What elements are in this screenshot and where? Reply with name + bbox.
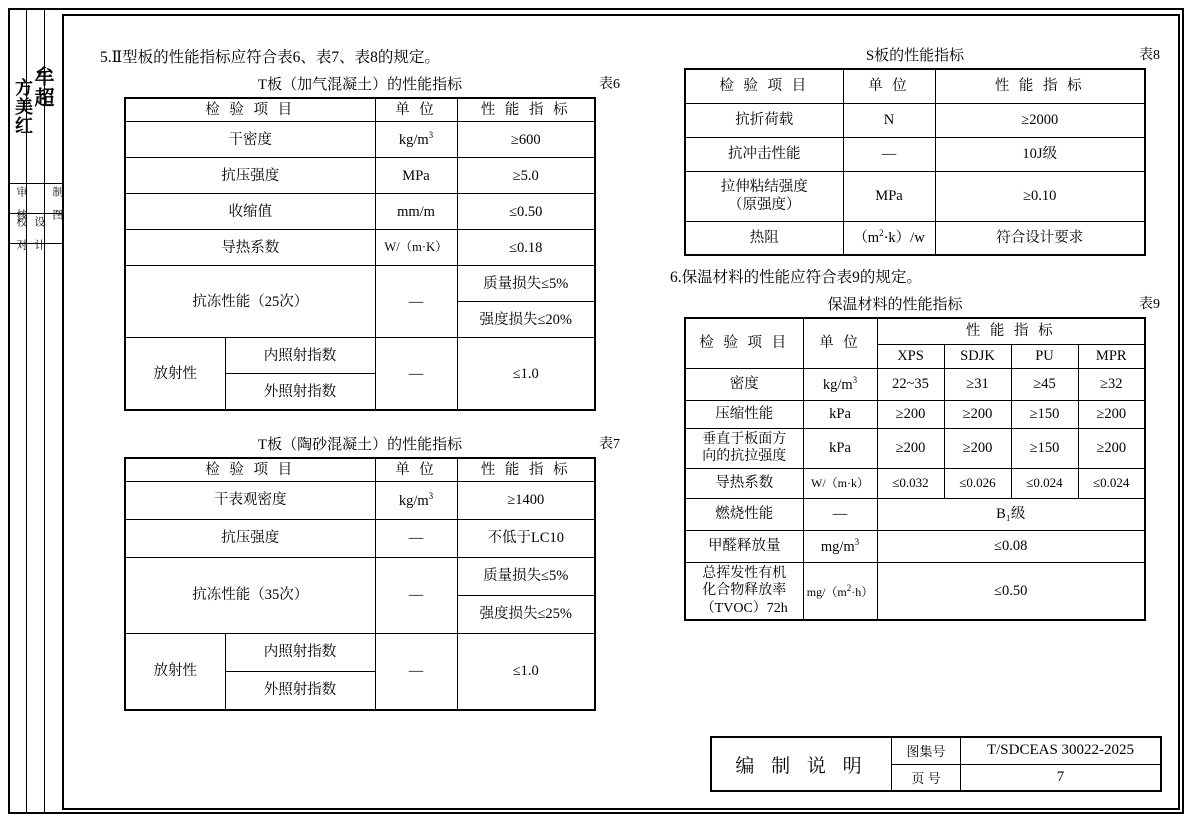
table8-unit-2: MPa: [843, 171, 935, 221]
table7-sub-3b: 外照射指数: [225, 672, 375, 710]
table7: [124, 457, 596, 711]
table-row: [125, 230, 595, 266]
stamp-cell-jiaodui: 校 对: [15, 216, 27, 250]
table-row: [685, 468, 1145, 498]
table9-unit-2: kPa: [803, 428, 877, 468]
atlas-number-row: [892, 738, 1160, 765]
table-row: [685, 171, 1145, 221]
table9-val-1-1: ≥200: [944, 400, 1011, 428]
table7-unit-3: —: [375, 634, 457, 710]
title-block-right: [892, 738, 1160, 790]
table6-unit-0: $kg/m^3$: [375, 122, 457, 158]
table7-value-2b: 强度损失≤25%: [457, 596, 595, 634]
table6: [124, 97, 596, 411]
table9-val-3-2: ≤0.024: [1011, 468, 1078, 498]
table8-number: 表8: [1139, 48, 1160, 63]
table6-item-2: 收缩值: [125, 194, 375, 230]
table6-value-4a: 质量损失≤5%: [457, 266, 595, 302]
table6-unit-5: —: [375, 338, 457, 410]
table9-val-0-2: ≥45: [1011, 368, 1078, 400]
table9-unit-4: —: [803, 498, 877, 530]
page-number-label: 页 号: [892, 765, 961, 791]
table6-head-value: 性 能 指 标: [457, 98, 595, 122]
table-row: [685, 428, 1145, 468]
table6-value-3: ≤0.18: [457, 230, 595, 266]
table8-title: S板的性能指标: [865, 48, 965, 64]
table8-value-1: 10J级: [935, 137, 1145, 171]
table6-header: [100, 73, 620, 95]
table9-subhead-2: PU: [1011, 344, 1078, 368]
table8-item-3: 热阻: [685, 221, 843, 255]
table8-head-value: 性 能 指 标: [935, 69, 1145, 103]
table7-unit-1: —: [375, 520, 457, 558]
table-row: [125, 558, 595, 596]
table9-val-1-3: ≥200: [1078, 400, 1145, 428]
table9-val-0-0: 22~35: [877, 368, 944, 400]
table6-sub-5a: 内照射指数: [225, 338, 375, 374]
table9-unit-1: kPa: [803, 400, 877, 428]
table8: [684, 68, 1146, 256]
table9-head-unit: 单 位: [803, 318, 877, 368]
table6-value-4b: 强度损失≤20%: [457, 302, 595, 338]
table7-item-3: 放射性: [125, 634, 225, 710]
table9-val-2-2: ≥150: [1011, 428, 1078, 468]
table-row: [685, 368, 1145, 400]
table-row: [125, 122, 595, 158]
table-row: [125, 98, 595, 122]
table-row: [125, 158, 595, 194]
table-row: [685, 137, 1145, 171]
table7-unit-0: $kg/m^3$: [375, 482, 457, 520]
table6-item-5: 放射性: [125, 338, 225, 410]
atlas-number-label: 图集号: [892, 738, 961, 764]
table8-value-3: 符合设计要求: [935, 221, 1145, 255]
table7-head-item: 检 验 项 目: [125, 458, 375, 482]
left-stamp-strip: [8, 8, 64, 814]
table7-header: [100, 433, 620, 455]
table8-item-2: 拉伸粘结强度 （原强度）: [685, 171, 843, 221]
table-row: [685, 318, 1145, 344]
table9-val-3-0: ≤0.032: [877, 468, 944, 498]
table-row: [685, 103, 1145, 137]
table9: [684, 317, 1146, 621]
table-row: [125, 458, 595, 482]
table7-value-1: 不低于LC10: [457, 520, 595, 558]
table9-item-4: 燃烧性能: [685, 498, 803, 530]
table9-subhead-0: XPS: [877, 344, 944, 368]
signature-1: 牟超: [31, 66, 53, 108]
table6-unit-4: —: [375, 266, 457, 338]
table9-val-0-1: ≥31: [944, 368, 1011, 400]
table-row: [125, 634, 595, 672]
table9-val-4: B₁级: [877, 498, 1145, 530]
table8-head-unit: 单 位: [843, 69, 935, 103]
table6-unit-2: mm/m: [375, 194, 457, 230]
table9-subhead-3: MPR: [1078, 344, 1145, 368]
table6-value-5: ≤1.0: [457, 338, 595, 410]
table9-val-2-1: ≥200: [944, 428, 1011, 468]
table8-unit-3: $(m^2\cdot k)/w$: [843, 221, 935, 255]
table9-item-0: 密度: [685, 368, 803, 400]
table9-item-1: 压缩性能: [685, 400, 803, 428]
table7-head-value: 性 能 指 标: [457, 458, 595, 482]
table9-head-item: 检 验 项 目: [685, 318, 803, 368]
table9-val-5: ≤0.08: [877, 530, 1145, 562]
table7-value-0: ≥1400: [457, 482, 595, 520]
table7-value-3: ≤1.0: [457, 634, 595, 710]
table8-value-2: ≥0.10: [935, 171, 1145, 221]
table7-title: T板（陶砂混凝土）的性能指标: [257, 436, 463, 453]
page-number-value: 7: [1056, 768, 1065, 785]
table8-head-item: 检 验 项 目: [685, 69, 843, 103]
table-row: [125, 266, 595, 302]
table8-value-0: ≥2000: [935, 103, 1145, 137]
drawing-name: 编 制 说 明: [712, 738, 892, 790]
table6-value-0: ≥600: [457, 122, 595, 158]
table7-value-2a: 质量损失≤5%: [457, 558, 595, 596]
table8-header: [670, 44, 1160, 66]
table6-unit-1: MPa: [375, 158, 457, 194]
table7-number: 表7: [599, 436, 620, 452]
table7-item-1: 抗压强度: [125, 520, 375, 558]
stamp-cell-shenhe: 审 核: [15, 186, 27, 220]
table9-item-5: 甲醛释放量: [685, 530, 803, 562]
table-row: [125, 520, 595, 558]
table9-subhead-1: SDJK: [944, 344, 1011, 368]
left-column: [100, 46, 620, 711]
table-row: [685, 498, 1145, 530]
table6-number: 表6: [599, 77, 620, 93]
table6-item-3: 导热系数: [125, 230, 375, 266]
title-block: [710, 736, 1162, 792]
table-row: [125, 338, 595, 374]
table6-title: T板（加气混凝土）的性能指标: [257, 77, 463, 94]
table6-value-1: ≥5.0: [457, 158, 595, 194]
table9-val-1-0: ≥200: [877, 400, 944, 428]
clause-6-text: 6.保温材料的性能应符合表9的规定。: [670, 269, 922, 286]
table9-val-3-1: ≤0.026: [944, 468, 1011, 498]
table9-val-6: ≤0.50: [877, 562, 1145, 620]
table7-item-2: 抗冻性能（35次）: [125, 558, 375, 634]
table9-val-1-2: ≥150: [1011, 400, 1078, 428]
page-content: [70, 22, 1172, 802]
table9-head-value: 性 能 指 标: [877, 318, 1145, 344]
table-row: [685, 562, 1145, 620]
table6-sub-5b: 外照射指数: [225, 374, 375, 410]
table7-unit-2: —: [375, 558, 457, 634]
table-row: [685, 69, 1145, 103]
table8-item-1: 抗冲击性能: [685, 137, 843, 171]
table9-val-0-3: ≥32: [1078, 368, 1145, 400]
clause-5-text: 5.Ⅱ型板的性能指标应符合表6、表7、表8的规定。: [100, 49, 440, 66]
table9-unit-3: W/（m·k）: [803, 468, 877, 498]
table6-head-item: 检 验 项 目: [125, 98, 375, 122]
table6-unit-3: W/（m·K）: [375, 230, 457, 266]
table6-value-2: ≤0.50: [457, 194, 595, 230]
table9-unit-5: $mg/m^3$: [803, 530, 877, 562]
table9-title: 保温材料的性能指标: [827, 297, 963, 314]
table8-unit-0: N: [843, 103, 935, 137]
table9-val-2-0: ≥200: [877, 428, 944, 468]
table8-item-0: 抗折荷载: [685, 103, 843, 137]
table9-unit-0: $kg/m^3$: [803, 368, 877, 400]
signature-2: 方美红: [13, 78, 33, 135]
table9-header: [670, 293, 1160, 315]
table7-item-0: 干表观密度: [125, 482, 375, 520]
atlas-number-value: T/SDCEAS 30022-2025: [986, 742, 1135, 759]
table7-sub-3a: 内照射指数: [225, 634, 375, 672]
table9-item-2: 垂直于板面方 向的抗拉强度: [685, 428, 803, 468]
table-row: [685, 530, 1145, 562]
table-row: [685, 221, 1145, 255]
table6-item-0: 干密度: [125, 122, 375, 158]
table6-item-1: 抗压强度: [125, 158, 375, 194]
stamp-cell-sheji: 设 计: [33, 216, 45, 250]
table9-item-6: 总挥发性有机 化合物释放率 （TVOC）72h: [685, 562, 803, 620]
table-row: [125, 194, 595, 230]
table9-val-3-3: ≤0.024: [1078, 468, 1145, 498]
table9-val-2-3: ≥200: [1078, 428, 1145, 468]
table9-number: 表9: [1139, 297, 1160, 313]
table9-unit-6: $mg/(m^2\cdot h)$: [803, 562, 877, 620]
table6-head-unit: 单 位: [375, 98, 457, 122]
page-number-row: [892, 765, 1160, 791]
table7-head-unit: 单 位: [375, 458, 457, 482]
table-row: [685, 400, 1145, 428]
table-row: [125, 482, 595, 520]
table8-unit-1: —: [843, 137, 935, 171]
table9-item-3: 导热系数: [685, 468, 803, 498]
table6-item-4: 抗冻性能（25次）: [125, 266, 375, 338]
stamp-cell-zhitu: 制 图: [51, 186, 63, 220]
right-column: [670, 44, 1160, 621]
